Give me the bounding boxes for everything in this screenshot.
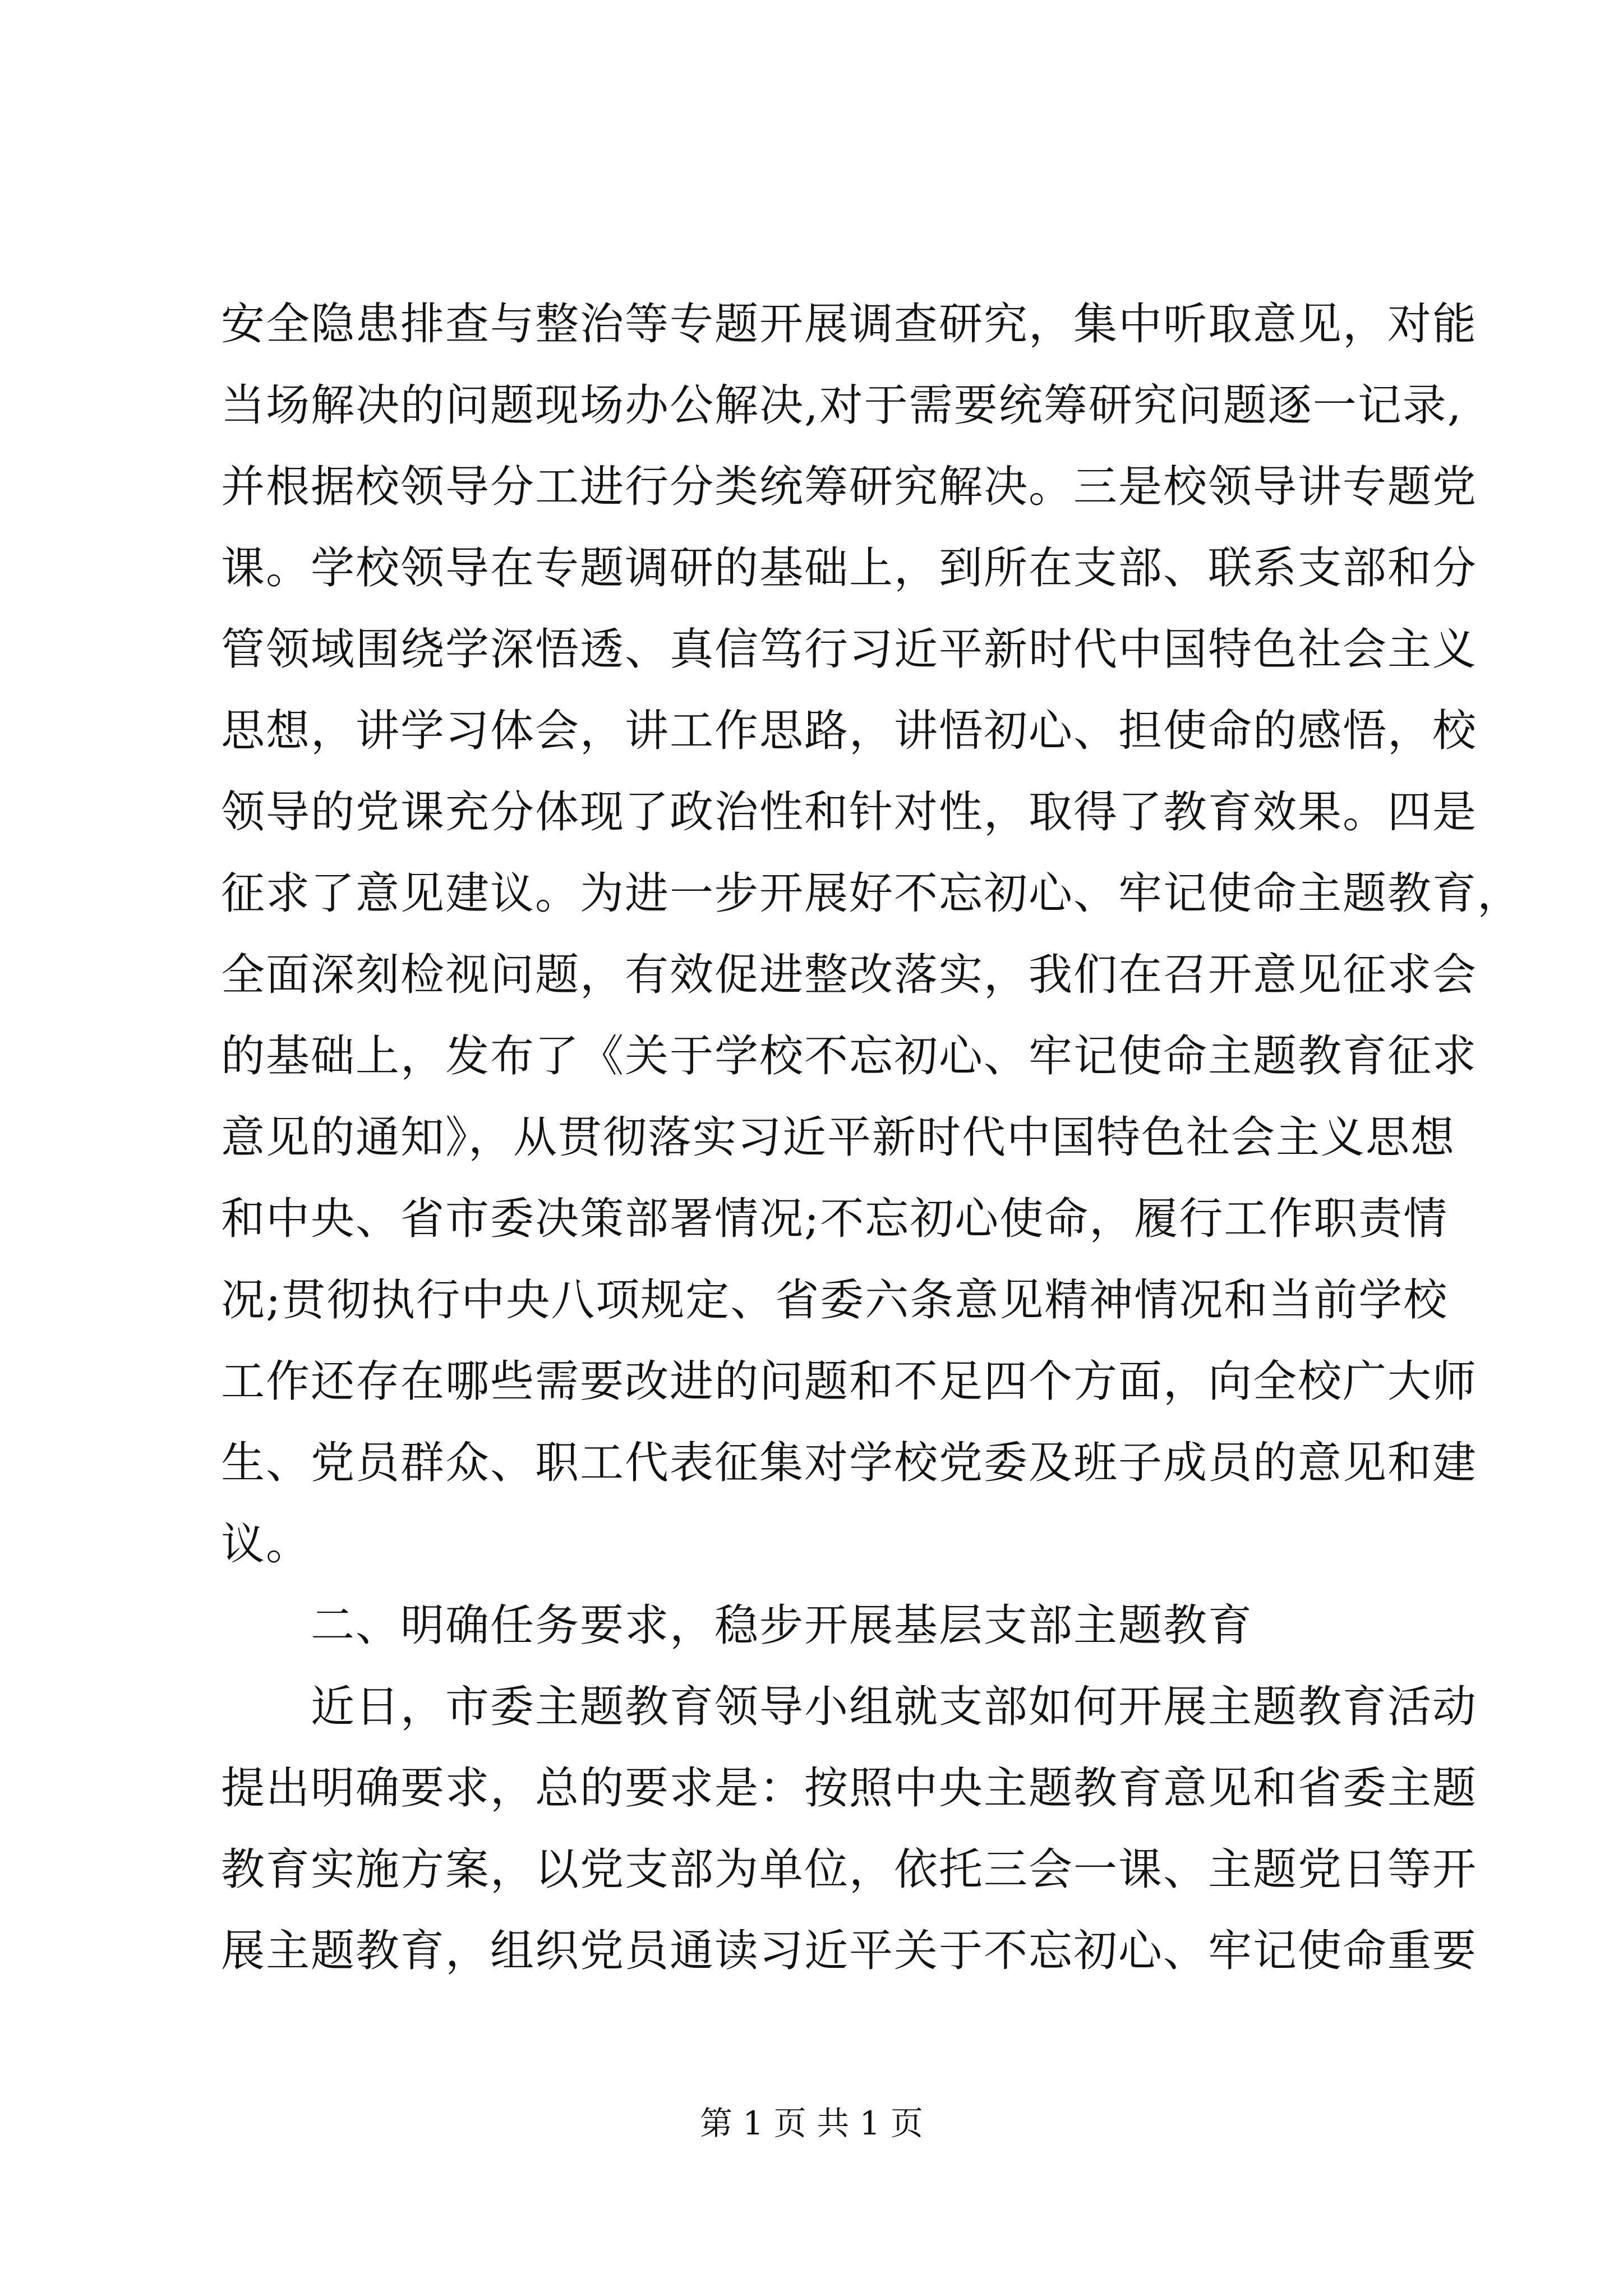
text-line: 况;贯彻执行中央八项规定、省委六条意见精神情况和当前学校 [221,1275,1449,1326]
text-line: 全面深刻检视问题，有效促进整改落实，我们在召开意见征求会 [221,950,1478,1000]
text-line: 近日，市委主题教育领导小组就支部如何开展主题教育活动 [221,1682,1478,1732]
text-line: 教育实施方案，以党支部为单位，依托三会一课、主题党日等开 [221,1844,1478,1895]
text-line: 课。学校领导在专题调研的基础上，到所在支部、联系支部和分 [221,543,1478,593]
page-footer: 第 1 页 共 1 页 [700,2104,923,2142]
text-line: 展主题教育，组织党员通读习近平关于不忘初心、牢记使命重要 [221,1926,1478,1976]
body-text [221,284,1523,1992]
text-line: 和中央、省市委决策部署情况;不忘初心使命，履行工作职责情 [221,1194,1449,1244]
text-line: 思想，讲学习体会，讲工作思路，讲悟初心、担使命的感悟，校 [221,706,1478,756]
text-line: 当场解决的问题现场办公解决,对于需要统筹研究问题逐一记录, [221,380,1463,431]
text-line: 提出明确要求，总的要求是：按照中央主题教育意见和省委主题 [221,1763,1478,1814]
text-line: 意见的通知》，从贯彻落实习近平新时代中国特色社会主义思想 [221,1112,1456,1163]
text-line: 工作还存在哪些需要改进的问题和不足四个方面，向全校广大师 [221,1356,1478,1407]
text-line: 并根据校领导分工进行分类统筹研究解决。三是校领导讲专题党 [221,462,1478,512]
text-line: 议。 [221,1519,311,1570]
text-line: 生、党员群众、职工代表征集对学校党委及班子成员的意见和建 [221,1438,1478,1488]
text-line: 征求了意见建议。为进一步开展好不忘初心、牢记使命主题教育， [221,868,1523,919]
text-line: 管领域围绕学深悟透、真信笃行习近平新时代中国特色社会主义 [221,624,1478,675]
text-line: 领导的党课充分体现了政治性和针对性，取得了教育效果。四是 [221,787,1478,838]
text-line: 安全隐患排查与整治等专题开展调查研究，集中听取意见，对能 [221,299,1478,349]
text-line: 的基础上，发布了《关于学校不忘初心、牢记使命主题教育征求 [221,1031,1478,1082]
section-heading: 二、明确任务要求，稳步开展基层支部主题教育 [221,1600,1253,1651]
